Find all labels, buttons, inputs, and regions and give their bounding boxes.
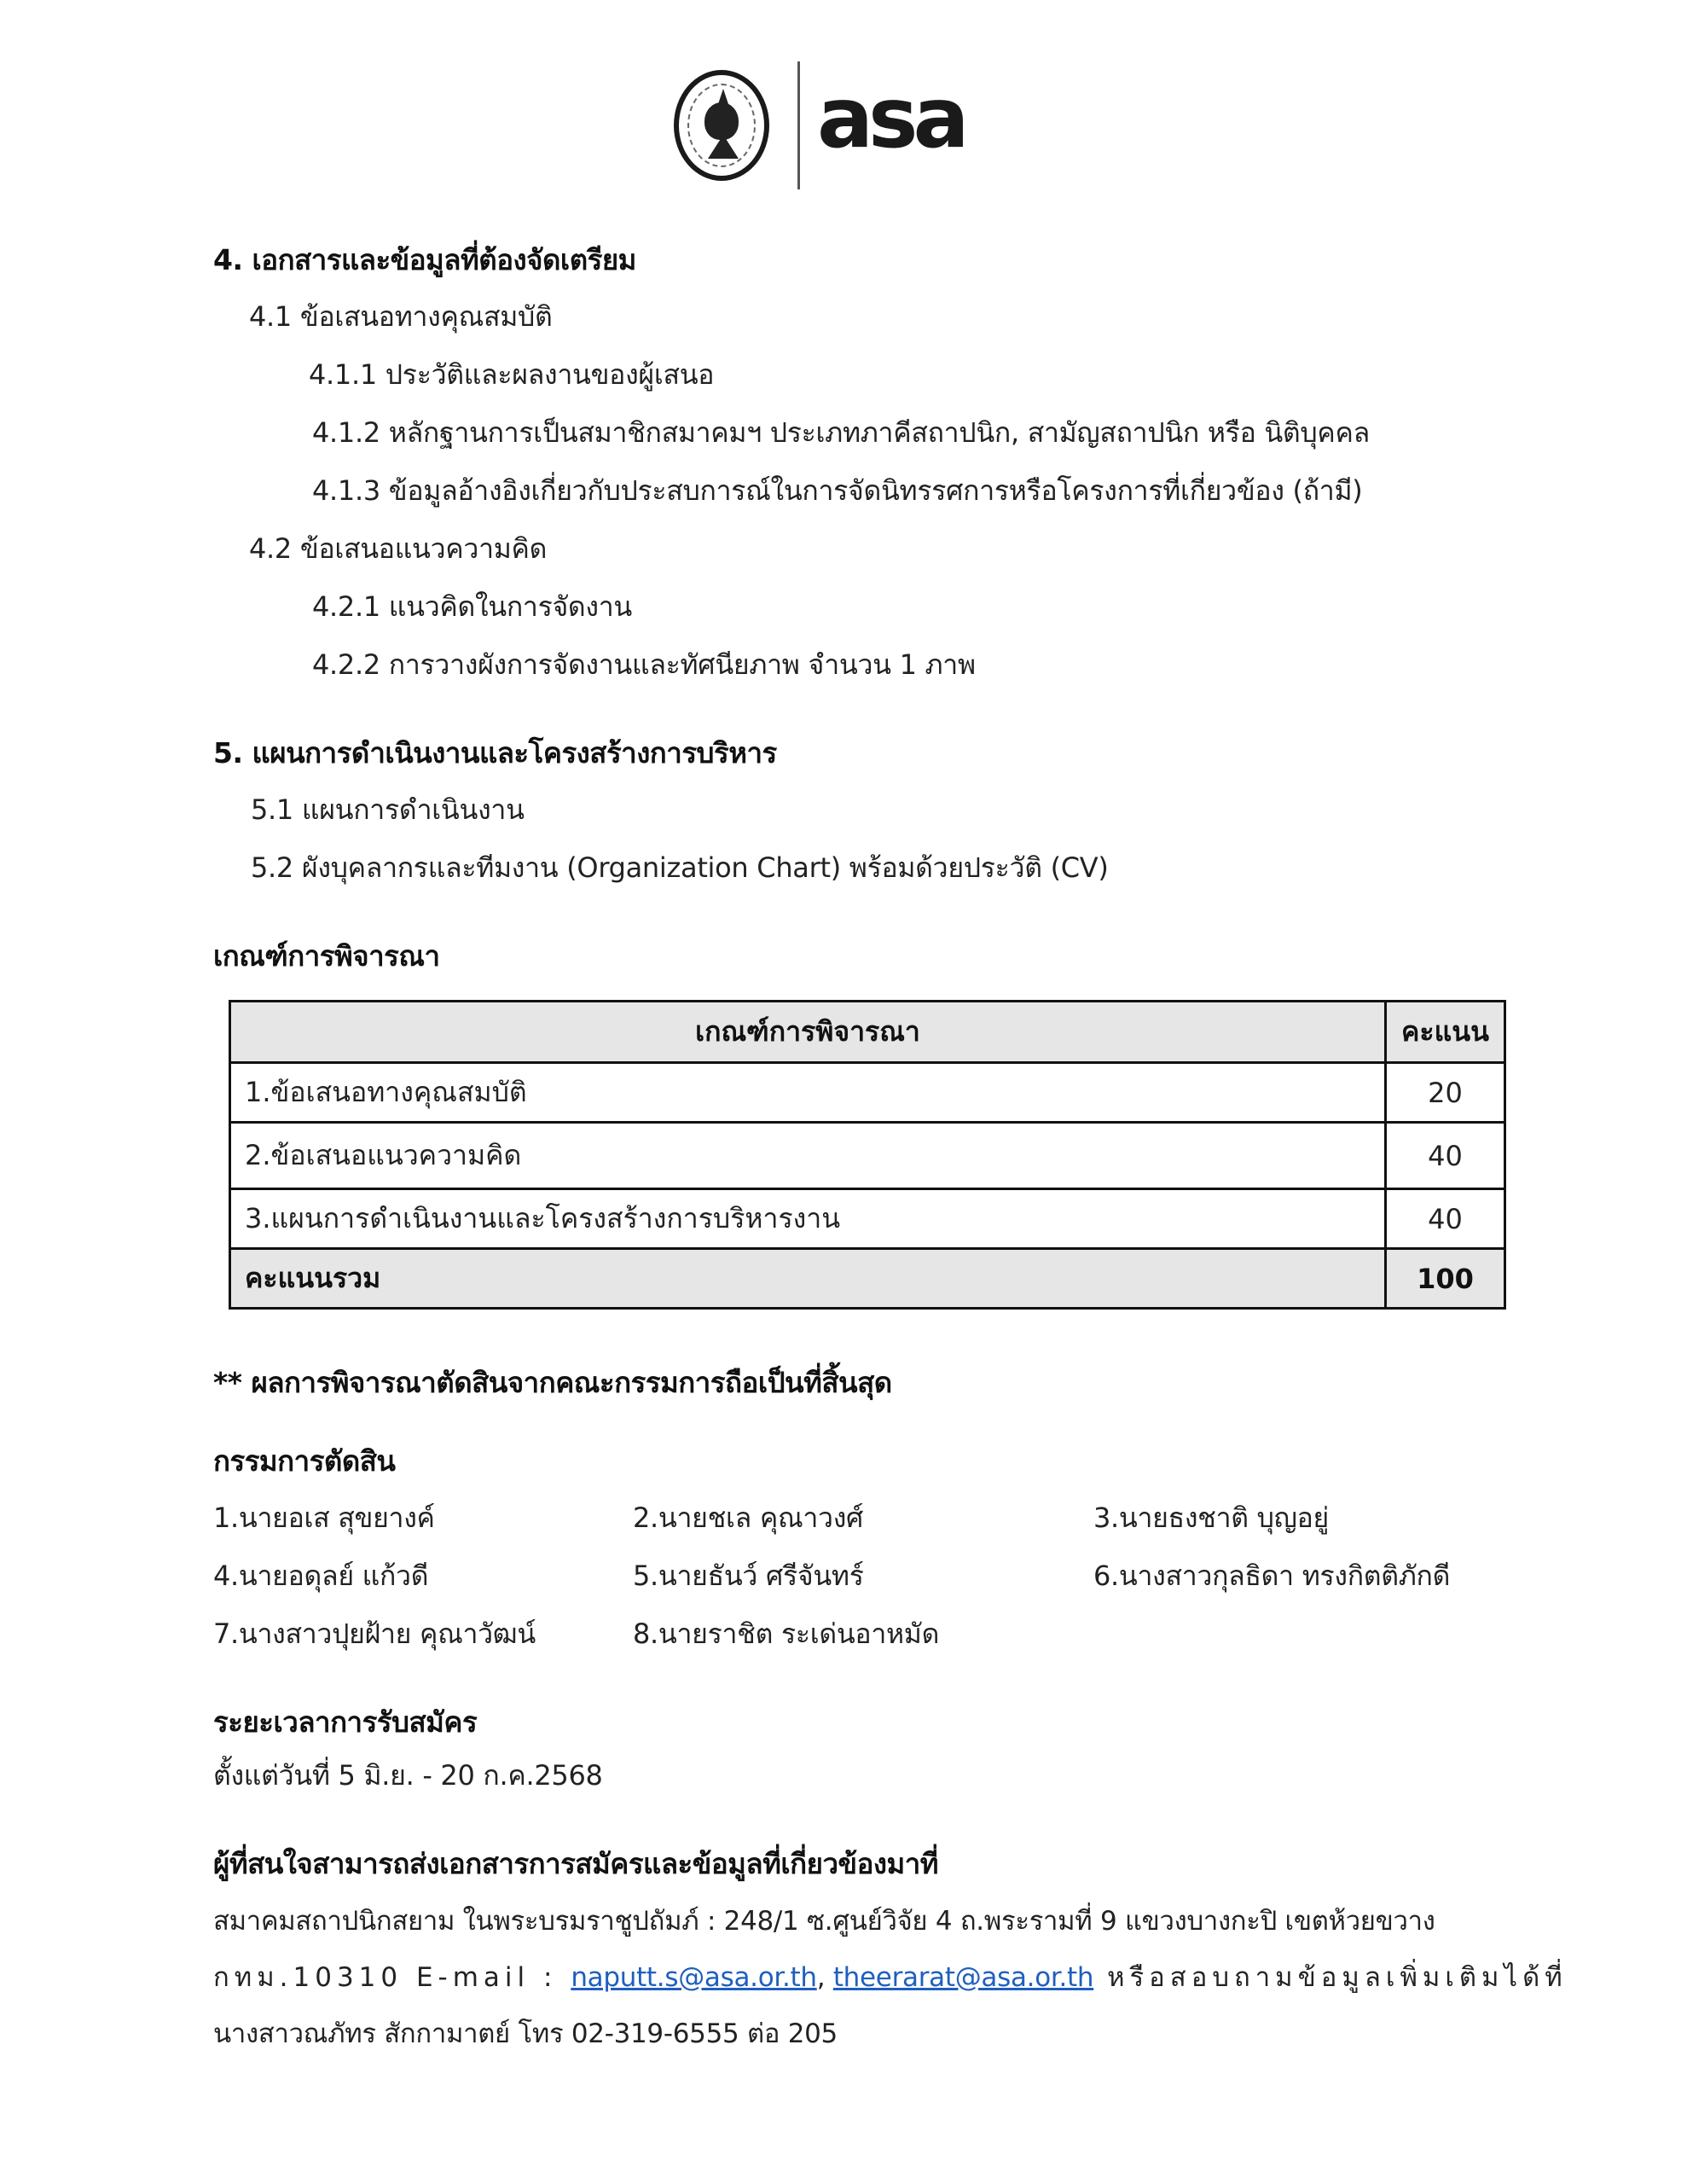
criteria-table <box>229 1000 1506 1310</box>
criteria-note: ** ผลการพิจารณาตัดสินจากคณะกรรมการถือเป็นที่สิ้นสุด <box>213 1366 892 1399</box>
criterion-cell: 2.ข้อเสนอแนวความคิด <box>230 1123 1386 1189</box>
section-4-2-2: 4.2.2 การวางผังการจัดงานและทัศนียภาพ จำนวน 1 ภาพ <box>312 648 976 681</box>
period-text: ตั้งแต่วันที่ 5 มิ.ย. - 20 ก.ค.2568 <box>213 1759 603 1792</box>
total-label-cell: คะแนนรวม <box>230 1249 1386 1309</box>
contact-postal-prefix: กทม.10310 E-mail : <box>213 1962 571 1993</box>
criterion-cell: 3.แผนการดำเนินงานและโครงสร้างการบริหารงาน <box>230 1189 1386 1249</box>
section-5-title: 5. แผนการดำเนินงานและโครงสร้างการบริหาร <box>213 736 777 770</box>
section-4-2-title: 4.2 ข้อเสนอแนวความคิด <box>249 532 548 565</box>
section-4-2-1: 4.2.1 แนวคิดในการจัดงาน <box>312 590 632 623</box>
header-score: คะแนน <box>1386 1002 1505 1063</box>
judges-heading: กรรมการตัดสิน <box>213 1444 396 1478</box>
contact-more-info: หรือสอบถามข้อมูลเพิ่มเติมได้ที่ <box>1093 1962 1568 1993</box>
table-row <box>230 1189 1505 1249</box>
section-4-1-2: 4.1.2 หลักฐานการเป็นสมาชิกสมาคมฯ ประเภทภาคีสถาปนิก, สามัญสถาปนิก หรือ นิติบุคคล <box>312 416 1370 449</box>
section-4-1-title: 4.1 ข้อเสนอทางคุณสมบัติ <box>249 300 553 333</box>
contact-address: สมาคมสถาปนิกสยาม ในพระบรมราชูปถัมภ์ : 248/1 ซ.ศูนย์วิจัย 4 ถ.พระรามที่ 9 แขวงบางกะปิ เขตห้วยขวาง <box>213 1906 1435 1937</box>
total-score-cell: 100 <box>1386 1249 1505 1309</box>
contact-heading: ผู้ที่สนใจสามารถส่งเอกสารการสมัครและข้อมูลที่เกี่ยวข้องมาที่ <box>213 1847 939 1880</box>
score-cell: 40 <box>1386 1189 1505 1249</box>
asa-wordmark: asa <box>817 70 965 167</box>
email-link-theerarat[interactable]: theerarat@asa.or.th <box>832 1962 1094 1993</box>
judge-item: 6.นางสาวกุลธิดา ทรงกิตติภักดี <box>1093 1560 1451 1592</box>
section-5-2: 5.2 ผังบุคลากรและทีมงาน (Organization Chart) พร้อมด้วยประวัติ (CV) <box>251 851 1109 884</box>
section-5-1: 5.1 แผนการดำเนินงาน <box>251 793 525 826</box>
section-4-1-3: 4.1.3 ข้อมูลอ้างอิงเกี่ยวกับประสบการณ์ในการจัดนิทรรศการหรือโครงการที่เกี่ยวข้อง (ถ้ามี) <box>312 474 1363 507</box>
asa-logo <box>674 61 998 189</box>
judge-item: 4.นายอดุลย์ แก้วดี <box>213 1560 429 1592</box>
header-criterion: เกณฑ์การพิจารณา <box>230 1002 1386 1063</box>
table-header-row <box>230 1002 1505 1063</box>
criteria-heading: เกณฑ์การพิจารณา <box>213 939 440 973</box>
judge-item: 1.นายอเส สุขยางค์ <box>213 1502 435 1534</box>
judge-item: 7.นางสาวปุยฝ้าย คุณาวัฒน์ <box>213 1618 536 1650</box>
table-row <box>230 1123 1505 1189</box>
judge-item: 2.นายชเล คุณาวงศ์ <box>633 1502 864 1534</box>
judge-item: 8.นายราชิต ระเด่นอาหมัด <box>633 1618 940 1650</box>
email-separator: , <box>816 1962 833 1993</box>
contact-email-line <box>213 1955 1568 1998</box>
email-link-naputt[interactable]: naputt.s@asa.or.th <box>571 1962 817 1993</box>
section-4-title: 4. เอกสารและข้อมูลที่ต้องจัดเตรียม <box>213 243 636 276</box>
asa-seal-emblem <box>674 70 769 181</box>
judge-item: 3.นายธงชาติ บุญอยู่ <box>1093 1502 1329 1534</box>
contact-person: นางสาวณภัทร สักกามาตย์ โทร 02-319-6555 ต่อ 205 <box>213 2018 838 2049</box>
period-heading: ระยะเวลาการรับสมัคร <box>213 1705 478 1739</box>
criterion-cell: 1.ข้อเสนอทางคุณสมบัติ <box>230 1063 1386 1123</box>
section-4-1-1: 4.1.1 ประวัติและผลงานของผู้เสนอ <box>309 358 715 391</box>
score-cell: 40 <box>1386 1123 1505 1189</box>
judge-item: 5.นายธันว์ ศรีจันทร์ <box>633 1560 864 1592</box>
logo-divider <box>797 61 800 189</box>
table-total-row <box>230 1249 1505 1309</box>
score-cell: 20 <box>1386 1063 1505 1123</box>
table-row <box>230 1063 1505 1123</box>
